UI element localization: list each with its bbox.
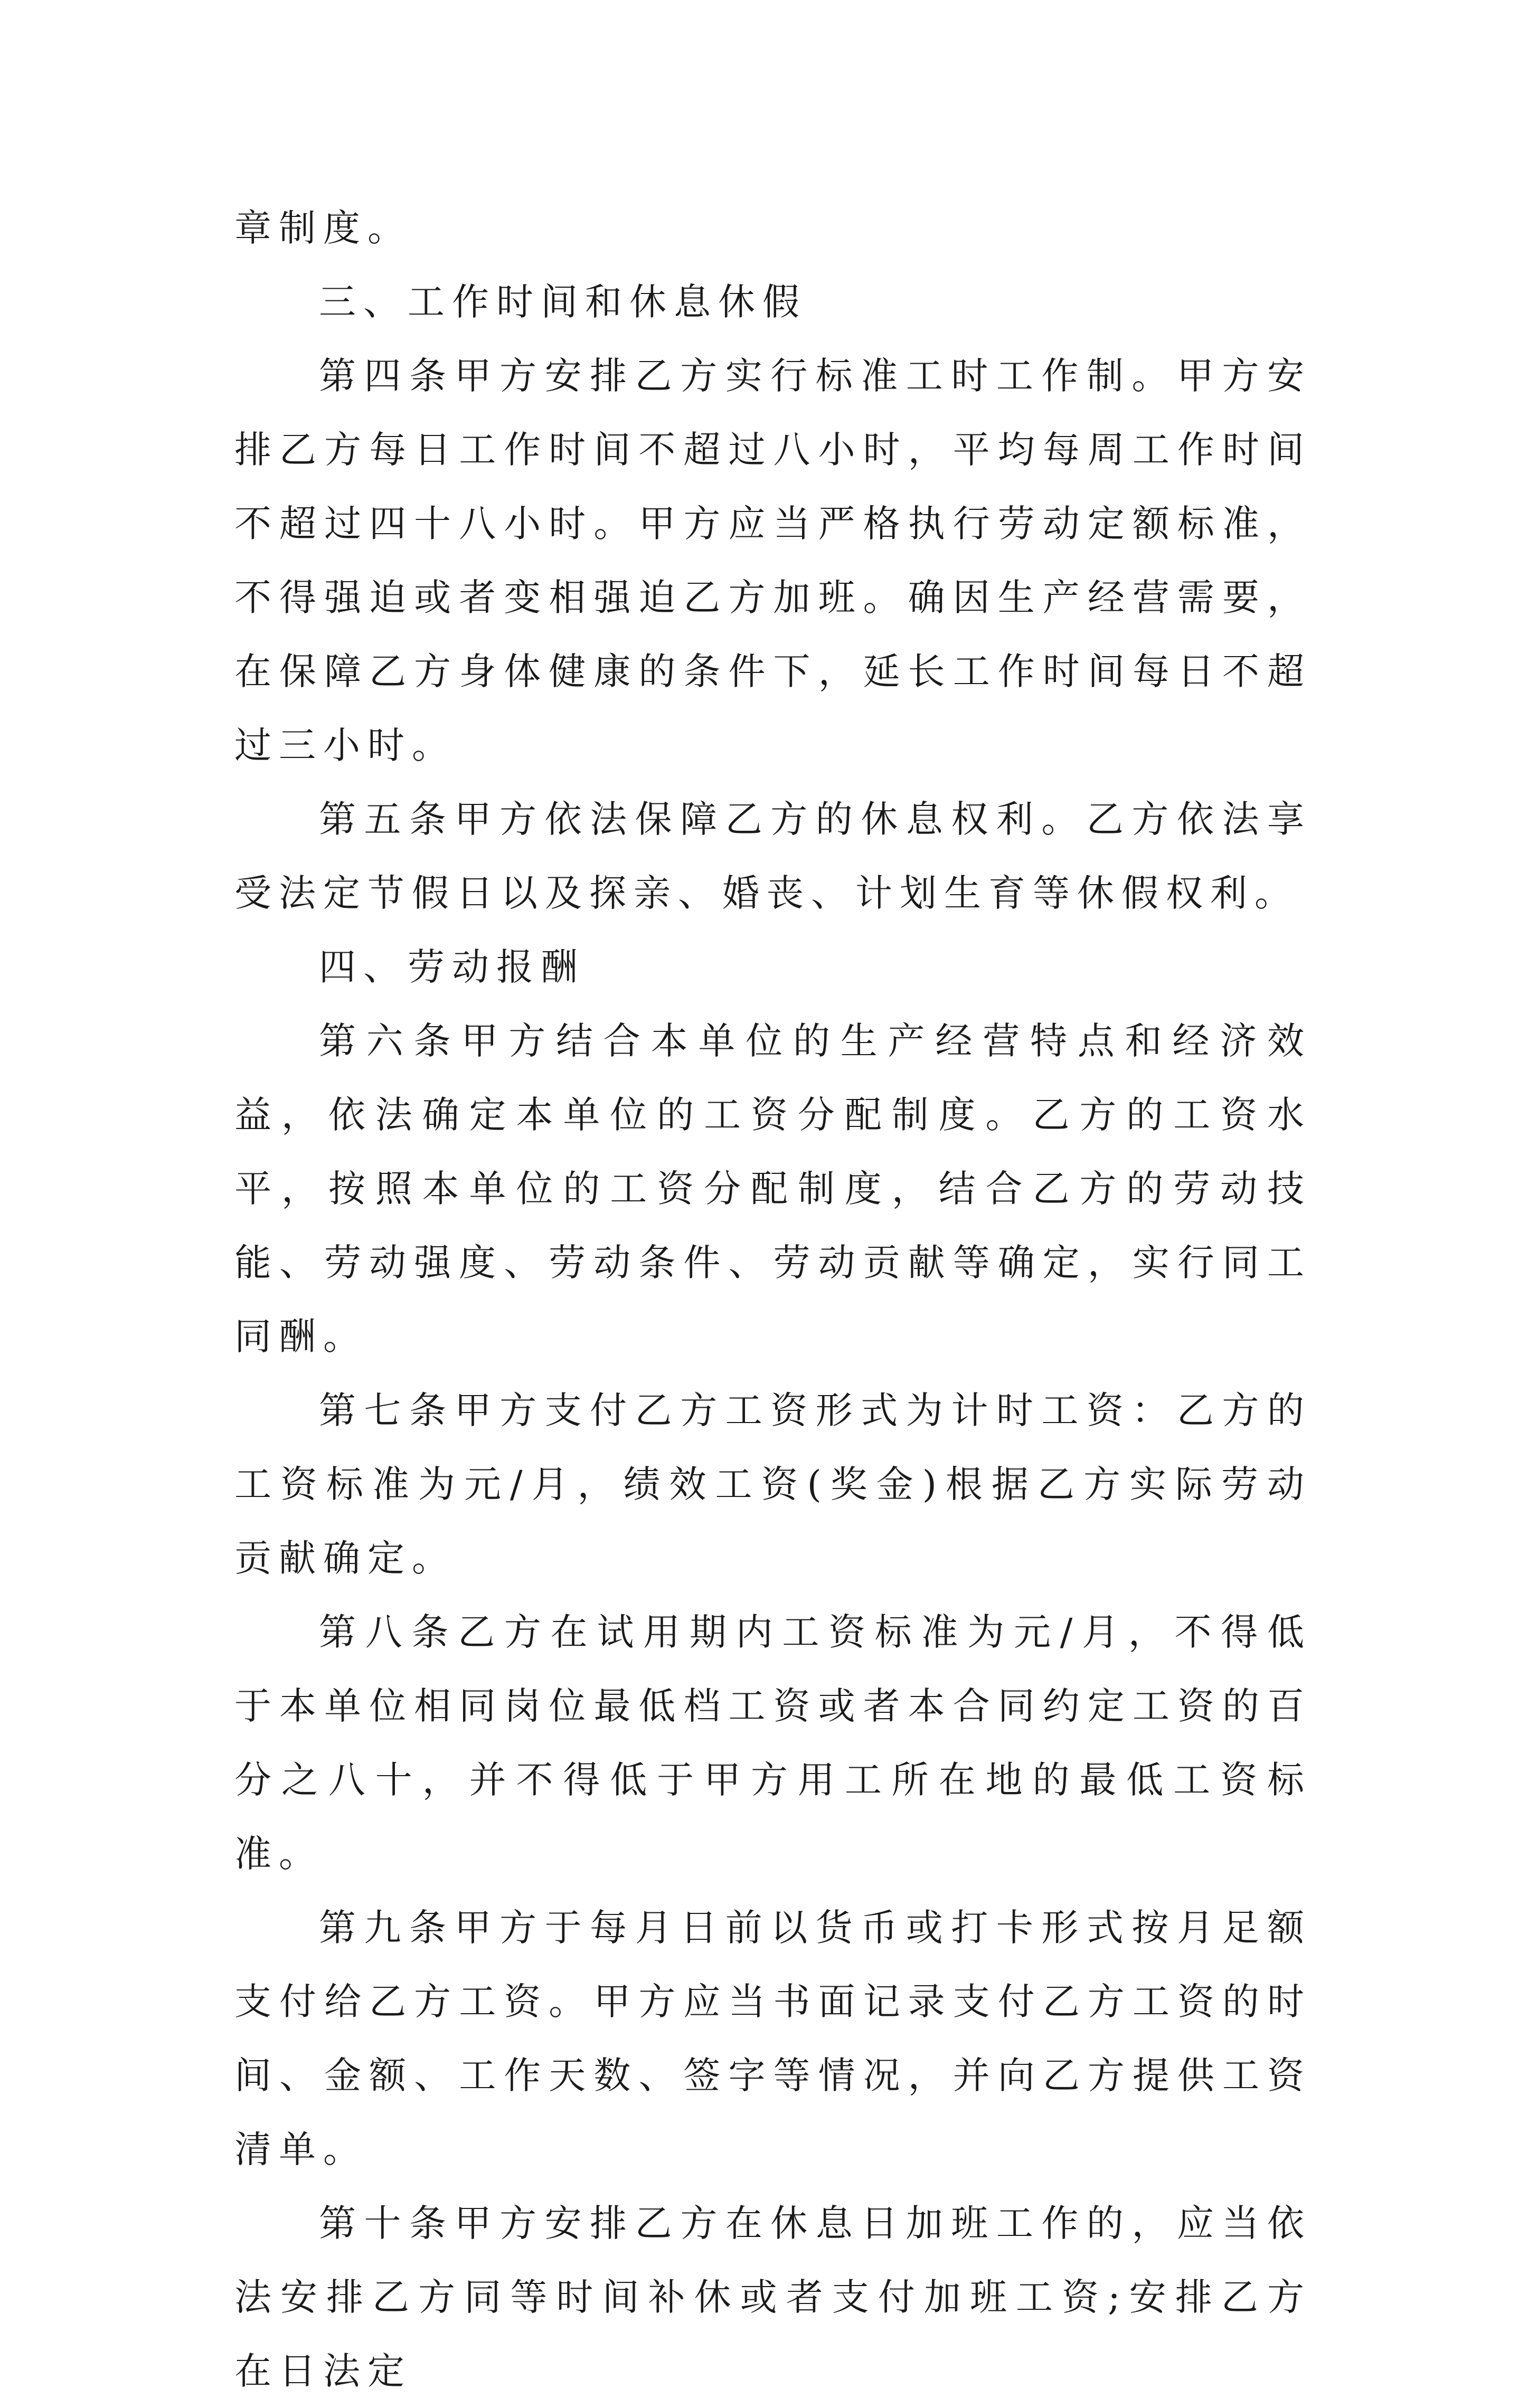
section-heading-remuneration: 四、劳动报酬 bbox=[319, 945, 585, 989]
article-8: 第八条乙方在试用期内工资标准为元/月，不得低于本单位相同岗位最低档工资或者本合同约定工资的百分之八十，并不得低于甲方用工所在地的最低工资标准。 bbox=[234, 1610, 1312, 1875]
article-10: 第十条甲方安排乙方在休息日加班工作的，应当依法安排乙方同等时间补休或者支付加班工资;安排乙方在日法定 bbox=[234, 2202, 1312, 2393]
paragraph-continuation: 章制度。 bbox=[234, 206, 412, 250]
document-body bbox=[234, 191, 1312, 2408]
section-heading-work-hours: 三、工作时间和休息休假 bbox=[319, 280, 807, 324]
article-6: 第六条甲方结合本单位的生产经营特点和经济效益，依法确定本单位的工资分配制度。乙方的工资水平，按照本单位的工资分配制度，结合乙方的劳动技能、劳动强度、劳动条件、劳动贡献等确定，实行同工同酬。 bbox=[234, 1019, 1312, 1358]
article-5: 第五条甲方依法保障乙方的休息权利。乙方依法享受法定节假日以及探亲、婚丧、计划生育等休假权利。 bbox=[234, 798, 1312, 915]
article-7: 第七条甲方支付乙方工资形式为计时工资：乙方的工资标准为元/月，绩效工资(奖金)根据乙方实际劳动贡献确定。 bbox=[234, 1389, 1312, 1580]
article-9: 第九条甲方于每月日前以货币或打卡形式按月足额支付给乙方工资。甲方应当书面记录支付乙方工资的时间、金额、工作天数、签字等情况，并向乙方提供工资清单。 bbox=[234, 1906, 1312, 2171]
article-4: 第四条甲方安排乙方实行标准工时工作制。甲方安排乙方每日工作时间不超过八小时，平均每周工作时间不超过四十八小时。甲方应当严格执行劳动定额标准，不得强迫或者变相强迫乙方加班。确因生产经营需要，在保障乙方身体健康的条件下，延长工作时间每日不超过三小时。 bbox=[234, 354, 1312, 767]
